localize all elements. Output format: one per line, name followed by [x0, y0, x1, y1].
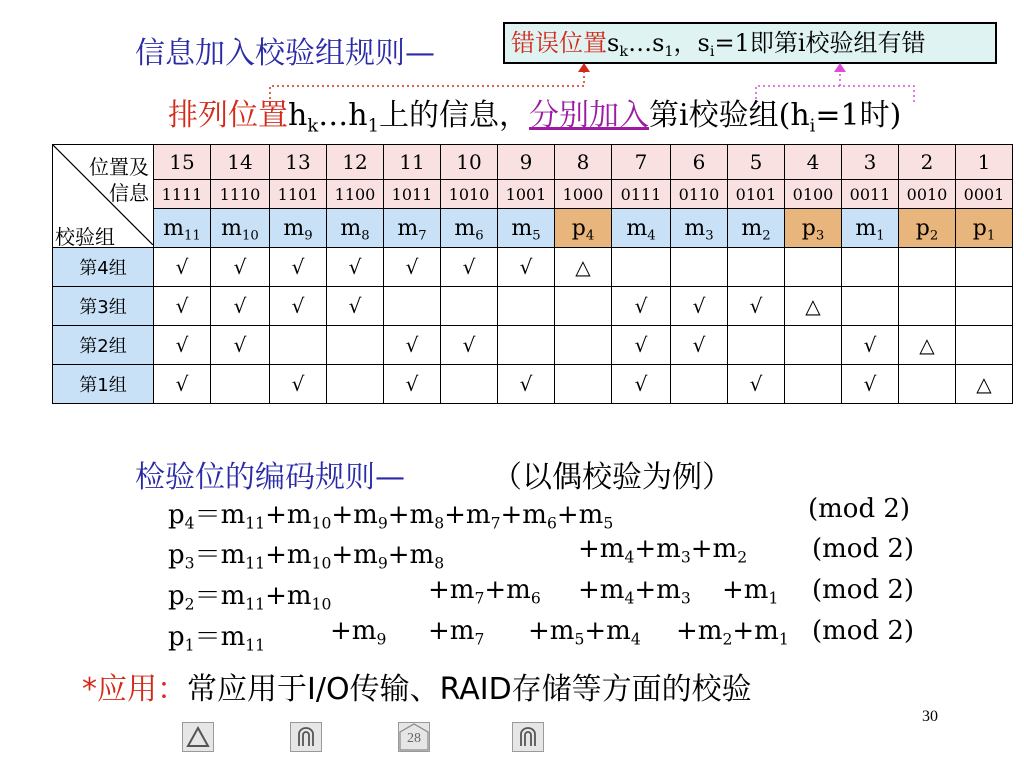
encoding-note: （以偶校验为例）	[492, 460, 732, 495]
binary-cell: 1000	[555, 180, 612, 209]
arrowhead-left	[578, 63, 590, 72]
encoding-heading: 检验位的编码规则—	[135, 460, 405, 495]
equation-subscript: 11	[245, 636, 266, 655]
position-cell: 7	[612, 145, 671, 180]
empty-cell	[842, 287, 899, 326]
equation-subscript: 11	[245, 595, 266, 614]
group-row	[53, 248, 1013, 287]
data-bit-cell: $m_{11}$	[154, 209, 211, 248]
group-name-cell: 第2组	[53, 326, 154, 365]
empty-cell	[899, 248, 956, 287]
parity-bit-cell: $p_4$	[555, 209, 612, 248]
position-cell: 10	[441, 145, 498, 180]
parity-bit-cell: $p_3$	[785, 209, 842, 248]
data-bit-cell: $m_4$	[612, 209, 671, 248]
rule-tail-1: 第i校验组(h	[649, 98, 810, 133]
equation-subscript: 7	[474, 589, 485, 608]
empty-cell	[956, 287, 1013, 326]
equation-lhs: p	[168, 581, 185, 611]
equation-term: +m	[690, 534, 738, 564]
position-label: 排列位置	[168, 98, 288, 133]
equation-subscript: 3	[680, 548, 691, 567]
data-bit-cell: $m_5$	[498, 209, 555, 248]
sk-subscript: k	[619, 44, 629, 61]
equation-subscript: 5	[603, 514, 614, 533]
equation-term: +m	[584, 616, 631, 646]
page-indicator-label: 28	[407, 731, 421, 746]
binary-cell: 0111	[612, 180, 671, 209]
empty-cell	[785, 326, 842, 365]
equation-subscript: 11	[245, 514, 266, 533]
corner-info-label: 信息	[109, 181, 149, 205]
position-cell: 2	[899, 145, 956, 180]
equation-term: +m	[634, 534, 681, 564]
empty-cell	[441, 365, 498, 404]
binary-cell: 0011	[842, 180, 899, 209]
equation-lhs: p	[168, 540, 185, 570]
empty-cell	[899, 365, 956, 404]
check-mark: √	[270, 248, 327, 287]
equation-subscript: 10	[311, 554, 332, 573]
equation-lhs-and-terms: $p_2=m_{11}+m_{10}$	[168, 581, 332, 614]
hi-subscript: i	[809, 115, 816, 137]
check-mark: √	[154, 326, 211, 365]
equation-terms	[428, 575, 541, 608]
check-mark: √	[211, 326, 270, 365]
position-cell: 3	[842, 145, 899, 180]
h1-subscript: 1	[367, 115, 380, 137]
data-bit-cell: $m_1$	[842, 209, 899, 248]
empty-cell	[785, 248, 842, 287]
check-mark: √	[441, 248, 498, 287]
data-bit-cell: $m_{10}$	[211, 209, 270, 248]
ellipsis: …	[318, 98, 349, 133]
empty-cell	[270, 326, 327, 365]
empty-cell	[327, 326, 384, 365]
equation-mod: (mod 2)	[812, 616, 915, 646]
equation-term: +m	[444, 500, 491, 530]
check-mark: √	[671, 326, 728, 365]
back-button[interactable]	[290, 722, 322, 752]
check-mark: √	[154, 248, 211, 287]
equation-terms	[676, 616, 789, 649]
empty-cell	[327, 365, 384, 404]
equation-term: +m	[676, 616, 723, 646]
check-mark: √	[270, 287, 327, 326]
check-mark: √	[671, 287, 728, 326]
empty-cell	[956, 326, 1013, 365]
equation-term: +m	[387, 500, 435, 530]
equation-subscript: 4	[624, 589, 635, 608]
equation-term: +m	[428, 575, 475, 605]
check-mark: √	[498, 365, 555, 404]
data-bit-cell: $m_9$	[270, 209, 327, 248]
s1-symbol: s	[652, 29, 665, 57]
equation-subscript: 5	[574, 630, 585, 649]
empty-cell	[498, 326, 555, 365]
empty-cell	[555, 326, 612, 365]
binary-cell: 0101	[728, 180, 785, 209]
check-mark: √	[327, 287, 384, 326]
binary-cell: 1101	[270, 180, 327, 209]
check-mark: √	[211, 287, 270, 326]
binary-cell: 1011	[384, 180, 441, 209]
empty-cell	[671, 248, 728, 287]
rule-line	[168, 90, 902, 137]
equation-subscript: 7	[490, 514, 501, 533]
position-cell: 5	[728, 145, 785, 180]
equation-lhs-and-terms: $p_3=m_{11}+m_{10}+m_9+m_8$	[168, 540, 445, 573]
position-cell: 11	[384, 145, 441, 180]
position-cell: 9	[498, 145, 555, 180]
equation-subscript: 10	[311, 514, 332, 533]
equation-subscript: 4	[630, 630, 641, 649]
binary-cell: 1111	[154, 180, 211, 209]
empty-cell	[498, 287, 555, 326]
equation-subscript: 6	[546, 514, 557, 533]
equation-subscript: 7	[474, 630, 485, 649]
equation-term: +m	[265, 540, 312, 570]
empty-cell	[555, 287, 612, 326]
position-cell: 14	[211, 145, 270, 180]
binary-cell: 1100	[327, 180, 384, 209]
rule-tail-2: =1时)	[815, 98, 902, 133]
check-mark: √	[154, 287, 211, 326]
ellipsis: …	[628, 29, 653, 57]
error-box-rest: =1即第i校验组有错	[714, 29, 926, 57]
equation-lhs-and-terms: $p_4=m_{11}+m_{10}+m_9+m_8+m_7+m_6+m_5$	[168, 500, 614, 533]
equation-mod: (mod 2)	[812, 534, 915, 564]
return-button[interactable]	[512, 722, 544, 752]
binary-cell: 0100	[785, 180, 842, 209]
binary-cell: 1110	[211, 180, 270, 209]
page-indicator-button[interactable]	[398, 722, 430, 752]
equation-terms	[578, 534, 748, 567]
rule-heading: 信息加入校验组规则—	[135, 36, 435, 71]
return-icon	[294, 726, 318, 748]
empty-cell	[612, 248, 671, 287]
equation-subscript: 9	[377, 554, 388, 573]
binary-cell: 0110	[671, 180, 728, 209]
check-mark: √	[842, 365, 899, 404]
check-mark: √	[441, 326, 498, 365]
sk-symbol: s	[607, 29, 620, 57]
empty-cell	[211, 365, 270, 404]
data-bit-cell: $m_7$	[384, 209, 441, 248]
equation-subscript: 3	[680, 589, 691, 608]
empty-cell	[728, 248, 785, 287]
data-bit-cell: $m_8$	[327, 209, 384, 248]
equation-terms	[330, 616, 387, 649]
si-symbol: s	[697, 29, 710, 57]
equation-term: +m	[578, 575, 625, 605]
equation-term: +m	[528, 616, 575, 646]
application-label: *应用：	[82, 672, 187, 707]
empty-cell	[555, 365, 612, 404]
equation-subscript: 10	[311, 595, 332, 614]
check-mark: √	[327, 248, 384, 287]
equation-term: +m	[500, 500, 547, 530]
check-mark: √	[728, 365, 785, 404]
equation-term: +m	[331, 540, 378, 570]
slide-number: 30	[922, 708, 938, 725]
check-mark: √	[612, 365, 671, 404]
equation-subscript: 1	[778, 630, 789, 649]
equation-terms	[578, 575, 691, 608]
application-text: 常应用于I/O传输、RAID存储等方面的校验	[187, 672, 752, 707]
equation-terms	[528, 616, 641, 649]
equation-subscript: 9	[377, 514, 388, 533]
equation-subscript: 8	[434, 554, 445, 573]
check-mark: √	[498, 248, 555, 287]
empty-cell	[842, 248, 899, 287]
data-bit-cell: $m_2$	[728, 209, 785, 248]
equation-terms	[428, 616, 485, 649]
hk-subscript: k	[307, 115, 319, 137]
equation-lhs-and-terms: $p_1=m_{11}$	[168, 622, 266, 655]
group-name-cell: 第1组	[53, 365, 154, 404]
equation-term: +m	[484, 575, 531, 605]
table-corner	[53, 145, 154, 248]
empty-cell	[785, 365, 842, 404]
triangle-first-icon	[186, 726, 210, 748]
equation-term: ＝m	[194, 622, 246, 652]
equation-lhs: p	[168, 500, 185, 530]
check-mark: √	[842, 326, 899, 365]
equation-subscript: 8	[434, 514, 445, 533]
empty-cell	[728, 326, 785, 365]
equation-term: +m	[732, 616, 779, 646]
equation-term: +m	[578, 534, 625, 564]
position-cell: 8	[555, 145, 612, 180]
position-cell: 4	[785, 145, 842, 180]
comma: ，	[673, 29, 698, 57]
check-mark: √	[270, 365, 327, 404]
check-mark: √	[612, 326, 671, 365]
parity-bit-cell: $p_2$	[899, 209, 956, 248]
equation-term: ＝m	[194, 581, 246, 611]
rule-mid: 上的信息，	[379, 98, 530, 133]
s1-subscript: 1	[664, 44, 674, 61]
check-mark: √	[211, 248, 270, 287]
separately-add-label: 分别加入	[529, 98, 650, 133]
equation-term: ＝m	[194, 500, 246, 530]
data-bit-cell: $m_6$	[441, 209, 498, 248]
data-bit-cell: $m_3$	[671, 209, 728, 248]
arrowhead-right	[834, 63, 846, 72]
error-position-label: 错误位置	[511, 29, 607, 57]
binary-cell: 0010	[899, 180, 956, 209]
group-row	[53, 287, 1013, 326]
check-mark: √	[384, 365, 441, 404]
position-cell: 13	[270, 145, 327, 180]
equation-term: +m	[428, 616, 475, 646]
binary-cell: 1001	[498, 180, 555, 209]
check-mark: √	[384, 326, 441, 365]
empty-cell	[441, 287, 498, 326]
h1-symbol: h	[348, 98, 368, 133]
parity-bit-cell: $p_1$	[956, 209, 1013, 248]
empty-cell	[384, 287, 441, 326]
corner-position-label: 位置及	[89, 155, 149, 179]
equation-terms	[722, 575, 779, 608]
binary-cell: 0001	[956, 180, 1013, 209]
parity-triangle-mark: △	[899, 326, 956, 365]
corner-group-label: 校验组	[55, 225, 115, 249]
parity-triangle-mark: △	[956, 365, 1013, 404]
equation-term: +m	[387, 540, 435, 570]
empty-cell	[899, 287, 956, 326]
equation-term: +m	[634, 575, 681, 605]
first-slide-button[interactable]	[182, 722, 214, 752]
equation-subscript: 1	[768, 589, 779, 608]
equation-term: +m	[330, 616, 377, 646]
parity-triangle-mark: △	[555, 248, 612, 287]
equation-subscript: 4	[624, 548, 635, 567]
position-cell: 6	[671, 145, 728, 180]
empty-cell	[956, 248, 1013, 287]
equation-subscript: 11	[245, 554, 266, 573]
equation-term: ＝m	[194, 540, 246, 570]
check-mark: √	[612, 287, 671, 326]
equation-lhs: p	[168, 622, 185, 652]
parity-triangle-mark: △	[785, 287, 842, 326]
empty-cell	[671, 365, 728, 404]
group-name-cell: 第3组	[53, 287, 154, 326]
check-mark: √	[154, 365, 211, 404]
position-cell: 1	[956, 145, 1013, 180]
si-subscript: i	[709, 44, 715, 61]
hk-symbol: h	[288, 98, 308, 133]
equation-term: +m	[331, 500, 378, 530]
equation-mod: (mod 2)	[812, 575, 915, 605]
return-icon	[516, 726, 540, 748]
hamming-table	[52, 144, 1013, 404]
equation-subscript: 6	[530, 589, 541, 608]
group-name-cell: 第4组	[53, 248, 154, 287]
equation-term: +m	[265, 500, 312, 530]
group-row	[53, 365, 1013, 404]
check-mark: √	[384, 248, 441, 287]
equation-term: +m	[556, 500, 604, 530]
equation-term: +m	[722, 575, 769, 605]
group-row	[53, 326, 1013, 365]
equation-mod: (mod 2)	[808, 494, 911, 524]
position-cell: 15	[154, 145, 211, 180]
position-cell: 12	[327, 145, 384, 180]
equation-subscript: 2	[722, 630, 733, 649]
equation-subscript: 2	[737, 548, 748, 567]
check-mark: √	[728, 287, 785, 326]
application-line	[82, 664, 752, 708]
equation-subscript: 9	[376, 630, 387, 649]
binary-cell: 1010	[441, 180, 498, 209]
equation-term: +m	[265, 581, 312, 611]
